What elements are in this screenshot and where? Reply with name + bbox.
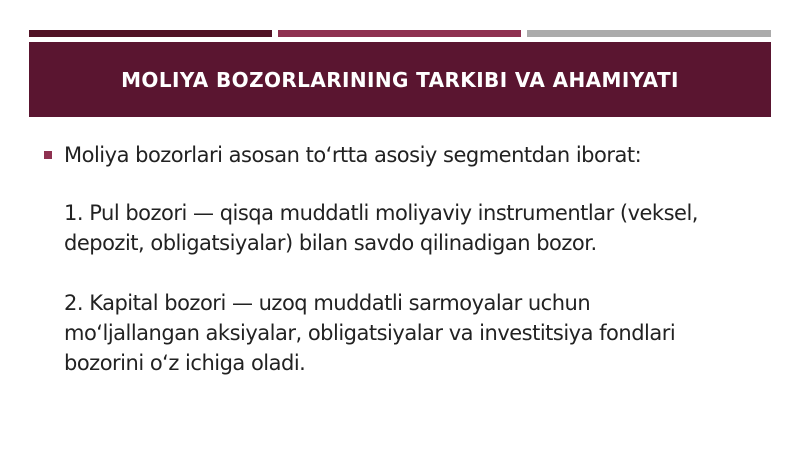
- slide-content: [44, 140, 764, 378]
- accent-bar-gray: [527, 30, 771, 37]
- item1-line1: 1. Pul bozori — qisqa muddatli moliyaviy instrumentlar (veksel,: [64, 201, 698, 225]
- slide-title: MOLIYA BOZORLARINING TARKIBI VA AHAMIYATI: [121, 67, 679, 92]
- intro-text: Moliya bozorlari asosan to‘rtta asosiy segmentdan iborat:: [64, 143, 642, 167]
- item2-line1: 2. Kapital bozori — uzoq muddatli sarmoyalar uchun: [64, 291, 591, 315]
- item2-line3: bozorini o‘z ichiga oladi.: [64, 351, 306, 375]
- accent-bar-mid: [278, 30, 521, 37]
- item1-line2: depozit, obligatsiyalar) bilan savdo qilinadigan bozor.: [64, 231, 597, 255]
- bullet-item: [44, 140, 764, 378]
- square-bullet-icon: [44, 151, 52, 159]
- title-band: [29, 42, 771, 117]
- accent-bar-dark: [29, 30, 272, 37]
- item2-line2: mo‘ljallangan aksiyalar, obligatsiyalar va investitsiya fondlari: [64, 321, 676, 345]
